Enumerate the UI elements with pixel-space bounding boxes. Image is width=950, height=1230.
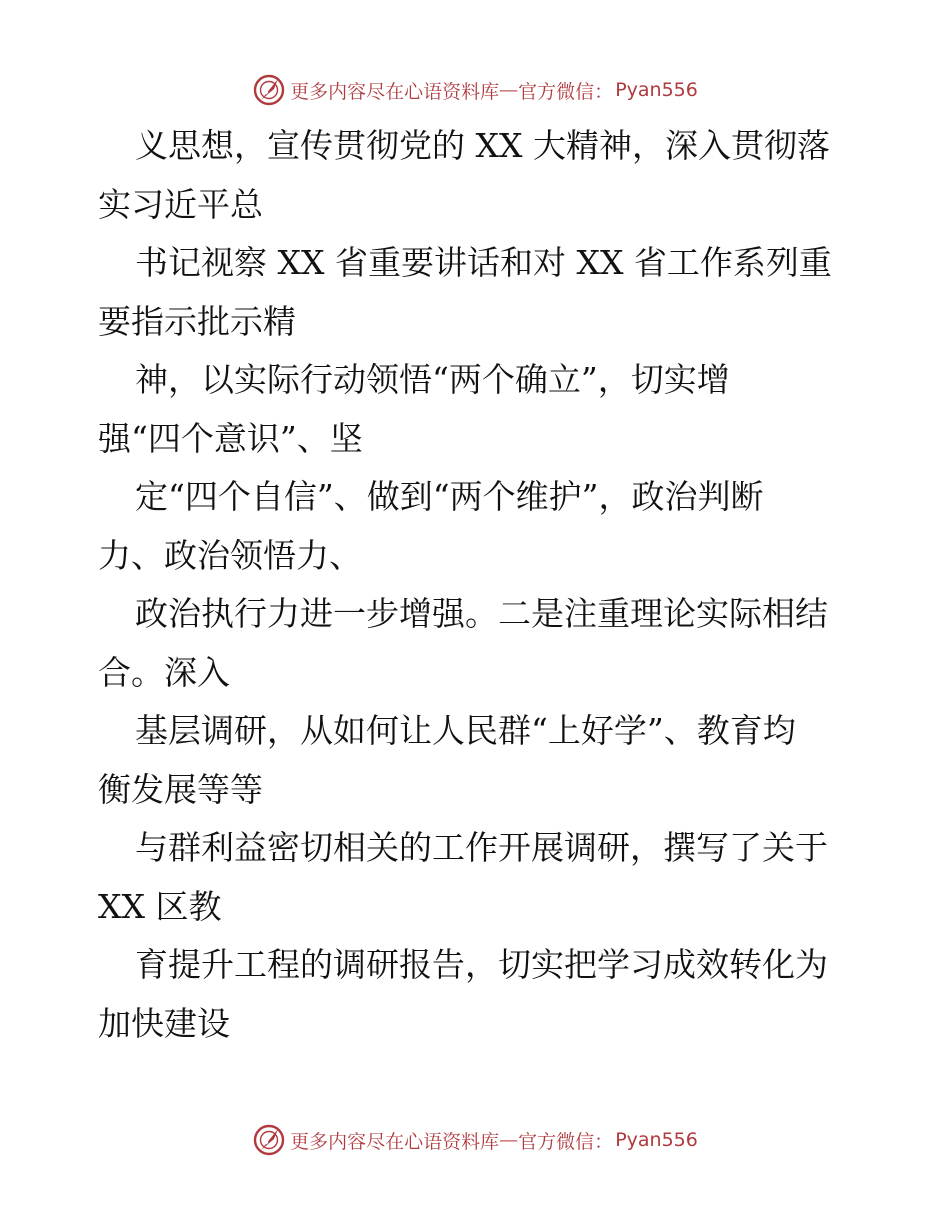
text-line: 合。深入 (98, 652, 230, 692)
text-line: 加快建设 (98, 1003, 230, 1043)
watermark-lead-text: 更多内容尽在心语资料库 (290, 80, 500, 103)
text-line: 与群利益密切相关的工作开展调研，撰写了关于 (135, 828, 828, 867)
header-watermark (0, 70, 950, 110)
text-line: 政治执行力进一步增强。二是注重理论实际相结 (135, 594, 828, 633)
watermark-official-label: 官方微信： (518, 80, 614, 103)
text-line: XX 区教 (98, 886, 222, 926)
text-line: 要指示批示精 (98, 301, 296, 341)
watermark-dash: — (499, 1129, 519, 1151)
watermark-official-label: 官方微信： (518, 1130, 614, 1153)
watermark-dash: — (499, 79, 519, 101)
text-line: 定“四个自信”、做到“两个维护”，政治判断 (135, 477, 764, 516)
footer-watermark (0, 1120, 950, 1160)
watermark-account-id: Pyan556 (615, 1129, 698, 1151)
text-line: 神，以实际行动领悟“两个确立”，切实增 (135, 360, 730, 399)
body-text (98, 117, 858, 1053)
text-line: 育提升工程的调研报告，切实把学习成效转化为 (135, 945, 828, 984)
text-line: 实习近平总 (98, 184, 263, 224)
text-line: 力、政治领悟力、 (98, 535, 362, 575)
quill-logo-icon (252, 73, 286, 107)
watermark-account-id: Pyan556 (615, 79, 698, 101)
text-line: 衡发展等等 (98, 769, 263, 809)
text-line: 义思想，宣传贯彻党的 XX 大精神，深入贯彻落 (135, 126, 830, 165)
watermark-lead-text: 更多内容尽在心语资料库 (290, 1130, 500, 1153)
text-line: 强“四个意识”、坚 (98, 418, 363, 458)
quill-logo-icon (252, 1123, 286, 1157)
text-line: 基层调研，从如何让人民群“上好学”、教育均 (135, 711, 796, 750)
text-line: 书记视察 XX 省重要讲话和对 XX 省工作系列重 (135, 243, 832, 282)
